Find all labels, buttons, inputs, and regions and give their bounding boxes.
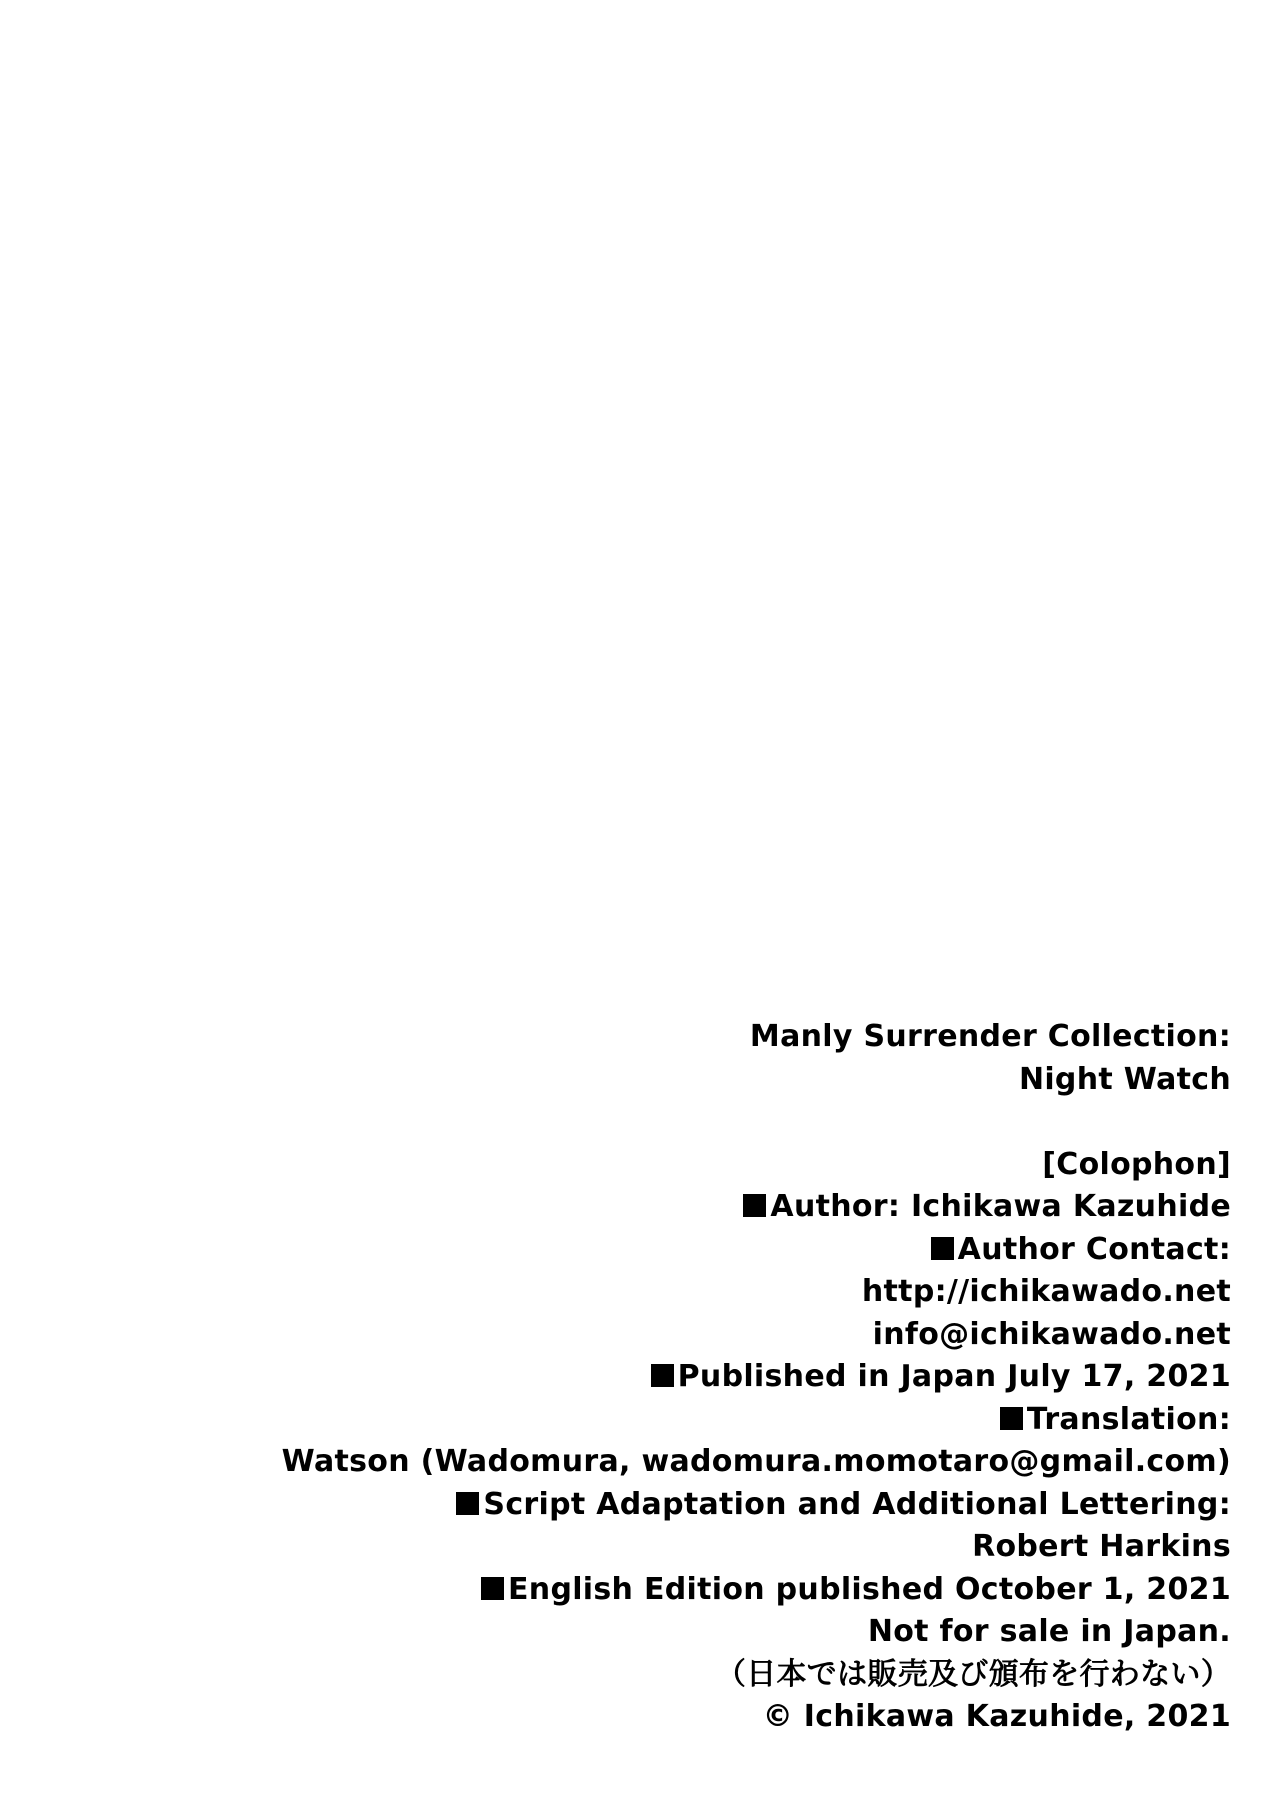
translator-credit: Watson (Wadomura, wadomura.momotaro@gmail.com) [281,1444,1231,1479]
author-line [282,1186,1231,1229]
published-japan-line [282,1356,1231,1399]
bullet-square-icon [1000,1407,1023,1430]
author-contact-line [282,1229,1231,1272]
english-edition-text: English Edition published October 1, 2021 [508,1571,1231,1607]
not-for-sale-notice-japanese: （日本では販売及び頒布を行わない） [715,1656,1231,1692]
author-text: Author: Ichikawa Kazuhide [770,1189,1231,1224]
book-title-line-2: Night Watch [1018,1061,1231,1097]
translation-label: Translation: [1026,1401,1231,1437]
translation-line [282,1399,1231,1442]
author-contact-label: Author Contact: [957,1231,1231,1267]
book-title-line-1: Manly Surrender Collection: [749,1019,1231,1054]
script-adaptation-label: Script Adaptation and Additional Lettering: [483,1486,1231,1522]
english-edition-line [282,1569,1231,1612]
colophon-block [282,1016,1231,1739]
script-adaptation-line [282,1484,1231,1527]
script-adapter-credit: Robert Harkins [972,1529,1231,1564]
bullet-square-icon [743,1194,766,1217]
copyright-notice: © Ichikawa Kazuhide, 2021 [762,1699,1231,1734]
bullet-square-icon [651,1364,674,1387]
bullet-square-icon [481,1577,504,1600]
bullet-square-icon [931,1237,954,1260]
website-link[interactable]: http://ichikawado.net [861,1274,1231,1309]
colophon-heading: [Colophon] [1042,1146,1231,1182]
published-japan-text: Published in Japan July 17, 2021 [677,1359,1231,1394]
bullet-square-icon [456,1492,479,1515]
not-for-sale-notice: Not for sale in Japan. [867,1614,1231,1649]
email-link[interactable]: info@ichikawado.net [872,1316,1231,1352]
spacer [282,1101,1231,1144]
